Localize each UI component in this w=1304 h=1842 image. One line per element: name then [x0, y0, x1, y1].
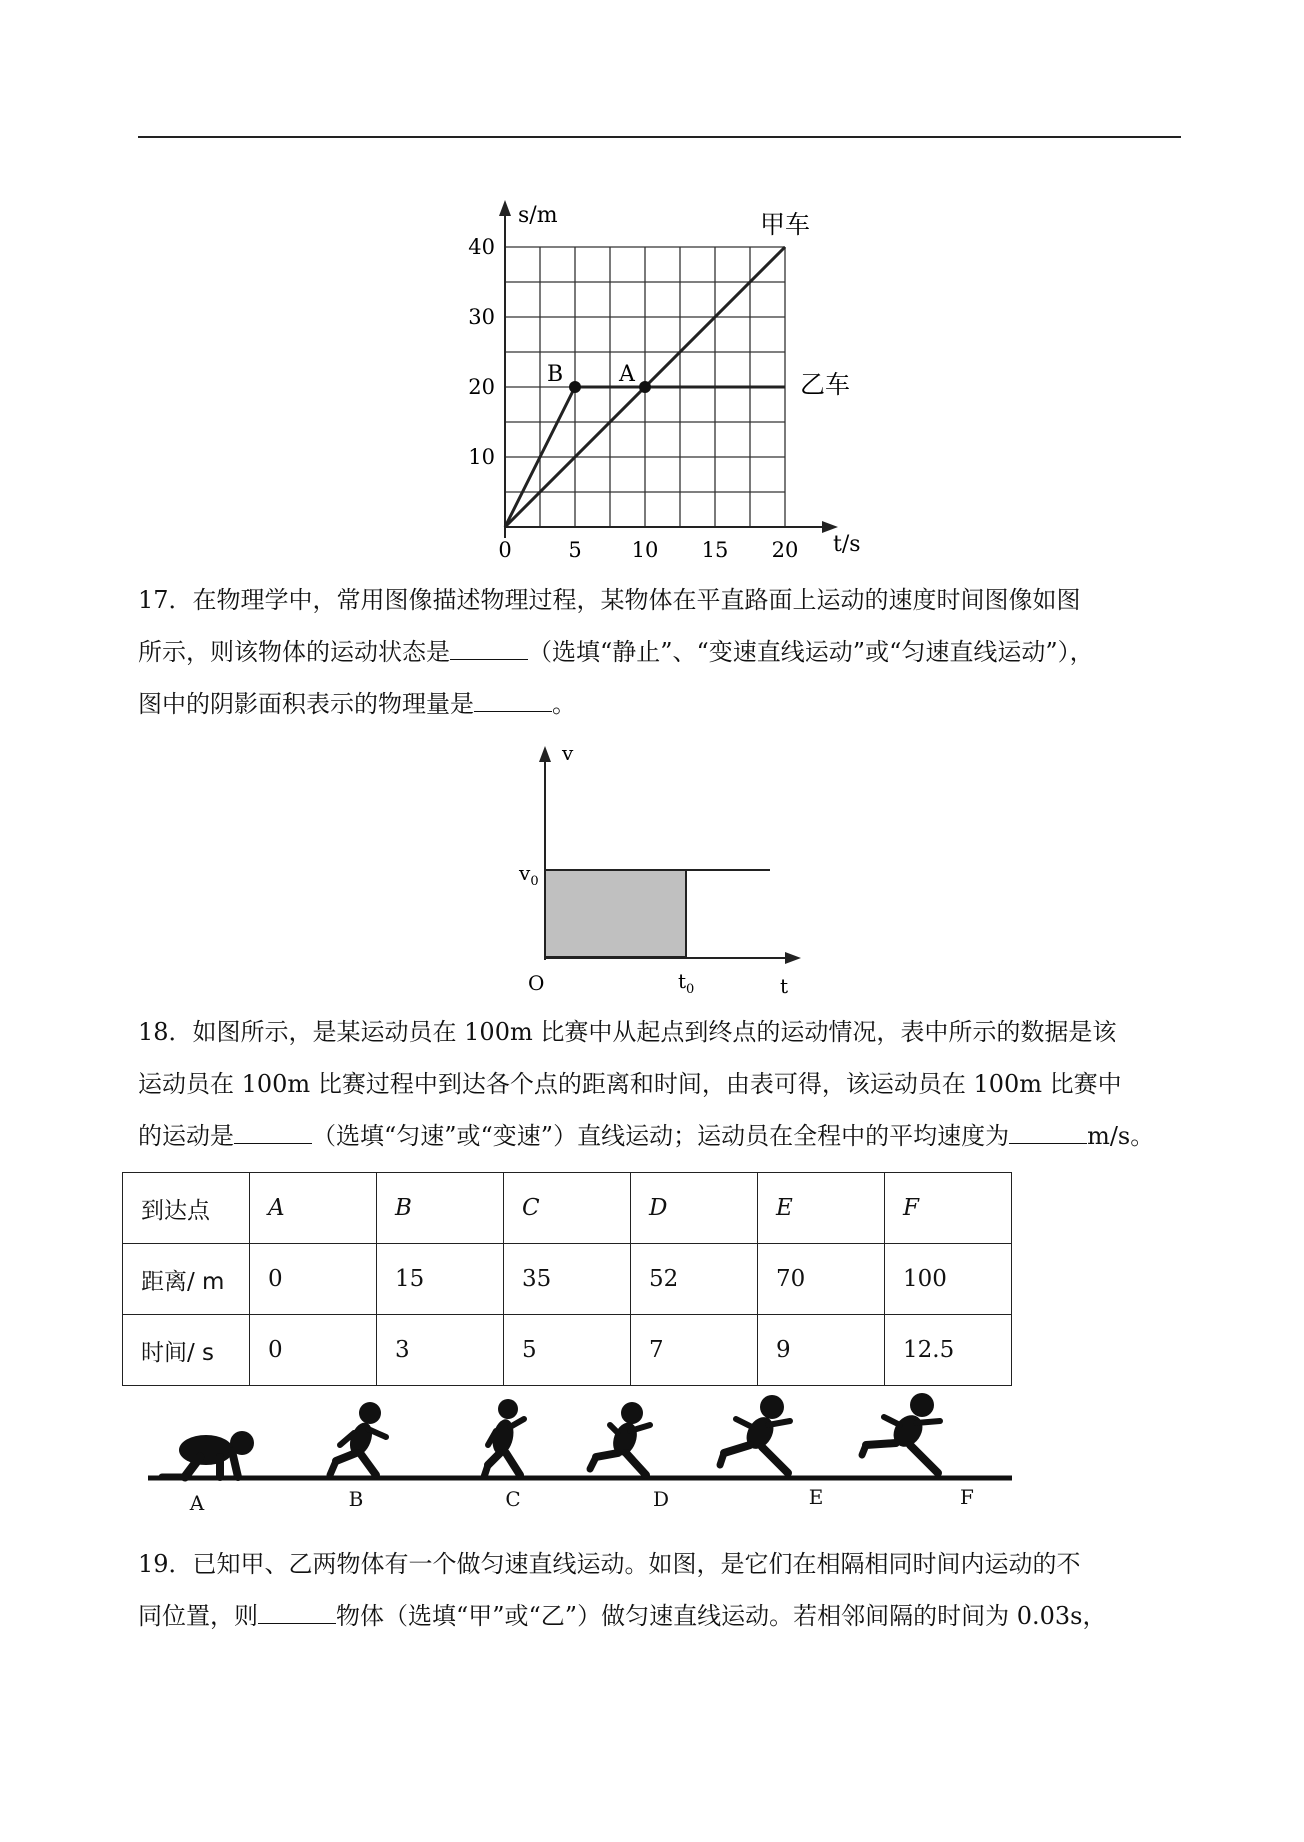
table-cell: E: [758, 1173, 885, 1244]
runner-label: D: [652, 1487, 670, 1511]
q18-line-2: 运动员在 100m 比赛过程中到达各个点的距离和时间，由表可得，该运动员在 100m 比赛中: [138, 1070, 1122, 1098]
runner-label: E: [808, 1485, 824, 1509]
answer-blank[interactable]: [450, 637, 528, 660]
table-cell: 0: [250, 1315, 377, 1386]
table-cell: D: [631, 1173, 758, 1244]
table-cell: 5: [504, 1315, 631, 1386]
table-cell: 9: [758, 1315, 885, 1386]
q17-line-3: 图中的阴影面积表示的物理量是 。: [138, 690, 576, 718]
answer-blank[interactable]: [234, 1121, 312, 1144]
table-cell: B: [377, 1173, 504, 1244]
table-cell: 3: [377, 1315, 504, 1386]
table-row: [123, 1244, 1012, 1315]
table-cell: 0: [250, 1244, 377, 1315]
runner-label: B: [348, 1487, 364, 1511]
point-b-marker: [569, 381, 581, 393]
x-tick-label: 10: [631, 538, 659, 562]
answer-blank[interactable]: [258, 1601, 336, 1624]
q18-line-3: 的运动是 （选填“匀速”或“变速”）直线运动；运动员在全程中的平均速度为 m/s。: [138, 1122, 1155, 1150]
y-axis-arrow: [499, 200, 511, 216]
runner-e-silhouette: [720, 1395, 790, 1473]
series-label-jia: 甲车: [760, 210, 811, 239]
y-axis-arrow: [539, 746, 551, 762]
table-row: [123, 1173, 1012, 1244]
answer-blank[interactable]: [1009, 1121, 1087, 1144]
runner-c-silhouette: [484, 1399, 524, 1477]
y-tick-label: 20: [468, 375, 495, 399]
table-cell: 35: [504, 1244, 631, 1315]
table-cell: 52: [631, 1244, 758, 1315]
x-tick-label: 5: [568, 538, 582, 562]
runner-a-silhouette: [162, 1431, 254, 1477]
table-cell: 100: [885, 1244, 1012, 1315]
x-tick-label: 15: [701, 538, 729, 562]
runner-illustration: [140, 1395, 1020, 1520]
v-axis-label: v: [562, 741, 574, 765]
runner-label: C: [505, 1487, 521, 1511]
table-cell: 12.5: [885, 1315, 1012, 1386]
answer-blank[interactable]: [474, 689, 552, 712]
x-tick-label: 20: [771, 538, 799, 562]
x-axis-label: t/s: [833, 532, 861, 557]
shaded-area: [545, 870, 686, 957]
y-axis-label: s/m: [518, 203, 558, 228]
table-cell: 15: [377, 1244, 504, 1315]
runner-b-silhouette: [330, 1402, 386, 1475]
y-tick-label: 40: [468, 235, 495, 259]
q19-line-1: 19．已知甲、乙两物体有一个做匀速直线运动。如图，是它们在相隔相同时间内运动的不: [138, 1550, 1081, 1578]
row-header: 到达点: [123, 1173, 250, 1244]
vt-graph: [510, 740, 810, 1000]
header-rule: [138, 136, 1181, 138]
table-cell: F: [885, 1173, 1012, 1244]
t0-label: $t_0$: [678, 969, 695, 997]
runner-d-silhouette: [590, 1402, 650, 1475]
x-axis-arrow: [785, 952, 801, 964]
y-tick-label: 10: [468, 445, 495, 469]
point-a-marker: [639, 381, 651, 393]
series-label-yi: 乙车: [800, 370, 851, 399]
row-header: 时间/ s: [123, 1315, 250, 1386]
row-header: 距离/ m: [123, 1244, 250, 1315]
label-point-a: A: [619, 362, 635, 387]
runner-label: F: [960, 1485, 974, 1509]
question-17: [138, 574, 1188, 730]
q18-line-1: 18．如图所示，是某运动员在 100m 比赛中从起点到终点的运动情况，表中所示的数据是该: [138, 1018, 1117, 1046]
runner-label: A: [189, 1491, 205, 1515]
q17-line-1: 17．在物理学中，常用图像描述物理过程，某物体在平直路面上运动的速度时间图像如图: [138, 586, 1081, 614]
question-19: [138, 1538, 1188, 1642]
table-row: [123, 1315, 1012, 1386]
v0-label: $v_0$: [519, 861, 539, 889]
y-tick-label: 30: [468, 305, 495, 329]
table-cell: 7: [631, 1315, 758, 1386]
x-tick-label: 0: [498, 538, 512, 562]
q17-line-2: 所示，则该物体的运动状态是 （选填“静止”、“变速直线运动”或“匀速直线运动”），: [138, 638, 1094, 666]
table-cell: C: [504, 1173, 631, 1244]
label-point-b: B: [547, 362, 564, 387]
origin-label: O: [528, 971, 545, 995]
q19-line-2: 同位置，则 物体（选填“甲”或“乙”）做匀速直线运动。若相邻间隔的时间为 0.03s，: [138, 1602, 1107, 1630]
table-cell: 70: [758, 1244, 885, 1315]
runner-f-silhouette: [862, 1393, 940, 1473]
table-cell: A: [250, 1173, 377, 1244]
race-data-table: [122, 1172, 1012, 1386]
t-axis-label: t: [780, 974, 789, 998]
question-18: [138, 1006, 1188, 1162]
st-graph: [455, 200, 861, 562]
